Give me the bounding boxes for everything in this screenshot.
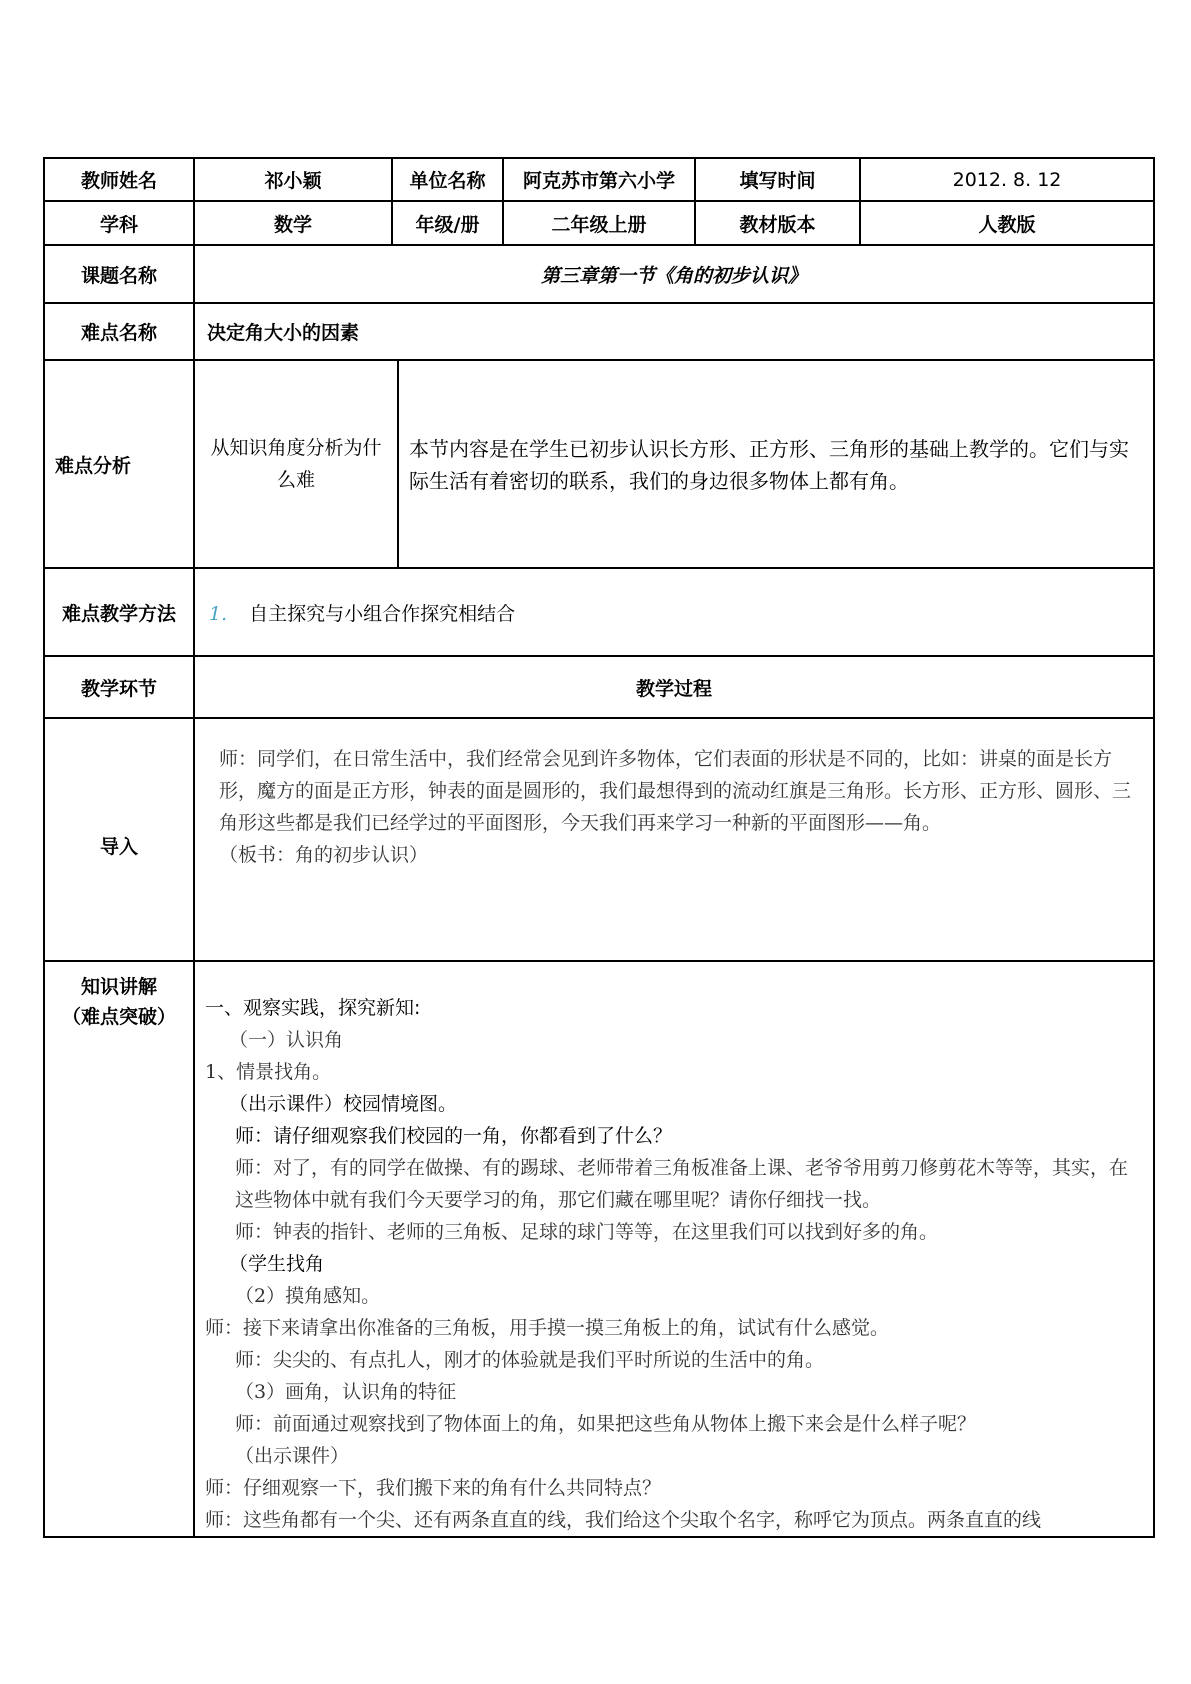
process-value: 教学过程	[194, 656, 1154, 718]
knowledge-line: 师：钟表的指针、老师的三角板、足球的球门等等，在这里我们可以找到好多的角。	[235, 1221, 939, 1243]
knowledge-line: （出示课件）	[235, 1445, 350, 1467]
knowledge-line: 师：接下来请拿出你准备的三角板，用手摸一摸三角板上的角，试试有什么感觉。	[205, 1317, 890, 1339]
row-subject	[44, 201, 1154, 245]
knowledge-line: 师：对了，有的同学在做操、有的踢球、老师带着三角板准备上课、老爷爷用剪刀修剪花木等等，其实，在这些物体中就有我们今天要学习的角，那它们藏在哪里呢？请你仔细找一找。	[235, 1157, 1129, 1211]
row-analysis	[44, 360, 1154, 568]
knowledge-content	[194, 961, 1154, 1537]
knowledge-line: （出示课件）校园情境图。	[229, 1093, 458, 1115]
difficulty-value: 决定角大小的因素	[194, 303, 1154, 360]
row-process-header	[44, 656, 1154, 718]
topic-label: 课题名称	[44, 245, 194, 303]
method-text: 自主探究与小组合作探究相结合	[249, 602, 516, 625]
knowledge-line: 师：这些角都有一个尖、还有两条直直的线，我们给这个尖取个名字，称呼它为顶点。两条直直的线	[205, 1509, 1042, 1531]
grade-value: 二年级上册	[503, 201, 695, 245]
topic-value: 第三章第一节《角的初步认识》	[194, 245, 1154, 303]
subject-value: 数学	[194, 201, 392, 245]
intro-note: （板书：角的初步认识）	[219, 844, 429, 866]
method-label: 难点教学方法	[44, 568, 194, 656]
lesson-plan-table	[43, 157, 1155, 1538]
difficulty-label: 难点名称	[44, 303, 194, 360]
analysis-sub-label: 从知识角度分析为什么难	[195, 361, 398, 567]
grade-label: 年级/册	[392, 201, 503, 245]
method-number: 1.	[209, 602, 228, 625]
analysis-inner	[195, 361, 1153, 567]
teacher-name: 祁小颖	[194, 158, 392, 201]
intro-paragraph: 师：同学们，在日常生活中，我们经常会见到许多物体，它们表面的形状是不同的，比如：讲桌的面是长方形，魔方的面是正方形，钟表的面是圆形的，我们最想得到的流动红旗是三角形。长方形、正方形、圆形、三角形这些都是我们已经学过的平面图形，今天我们再来学习一种新的平面图形——角。	[219, 748, 1132, 834]
row-method	[44, 568, 1154, 656]
knowledge-line: 师：前面通过观察找到了物体面上的角，如果把这些角从物体上搬下来会是什么样子呢？	[235, 1413, 977, 1435]
intro-label: 导入	[44, 718, 194, 961]
edition-value: 人教版	[860, 201, 1154, 245]
row-difficulty	[44, 303, 1154, 360]
process-label: 教学环节	[44, 656, 194, 718]
knowledge-label-line2: （难点突破）	[61, 1006, 176, 1028]
unit-label: 单位名称	[392, 158, 503, 201]
date-label: 填写时间	[695, 158, 860, 201]
knowledge-line: （2）摸角感知。	[235, 1285, 381, 1307]
knowledge-line: 师：仔细观察一下，我们搬下来的角有什么共同特点？	[205, 1477, 662, 1499]
analysis-label: 难点分析	[44, 360, 194, 568]
knowledge-line: 师：尖尖的、有点扎人，刚才的体验就是我们平时所说的生活中的角。	[235, 1349, 825, 1371]
row-intro	[44, 718, 1154, 961]
knowledge-line: 1、情景找角。	[205, 1061, 332, 1083]
knowledge-label-line1: 知识讲解	[80, 976, 157, 998]
row-teacher	[44, 158, 1154, 201]
unit-name: 阿克苏市第六小学	[503, 158, 695, 201]
edition-label: 教材版本	[695, 201, 860, 245]
subject-label: 学科	[44, 201, 194, 245]
row-topic	[44, 245, 1154, 303]
analysis-text: 本节内容是在学生已初步认识长方形、正方形、三角形的基础上教学的。它们与实际生活有着密切的联系，我们的身边很多物体上都有角。	[409, 437, 1129, 493]
knowledge-line: 一、观察实践，探究新知:	[205, 997, 421, 1019]
knowledge-line: （3）画角，认识角的特征	[235, 1381, 457, 1403]
date-value: 2012. 8. 12	[860, 158, 1154, 201]
teacher-label: 教师姓名	[44, 158, 194, 201]
knowledge-line: 师：请仔细观察我们校园的一角，你都看到了什么？	[235, 1125, 673, 1147]
knowledge-line: （一）认识角	[229, 1029, 344, 1051]
row-knowledge	[44, 961, 1154, 1537]
knowledge-line: （学生找角	[229, 1253, 325, 1275]
